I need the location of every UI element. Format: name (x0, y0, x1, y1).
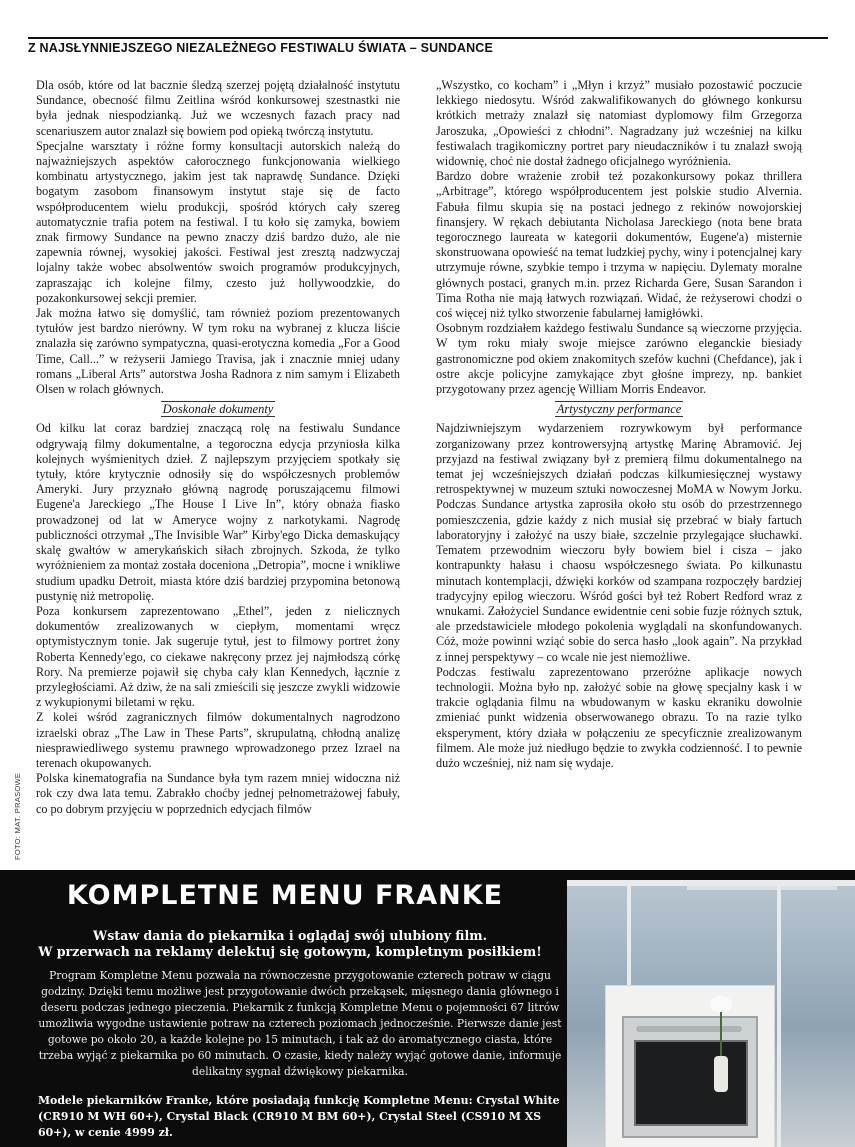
right-column (436, 78, 802, 771)
left-column (36, 78, 400, 817)
paragraph: Z kolei wśród zagranicznych filmów dokumentalnych nagrodzono izraelski obraz „The Law in These Parts”, skrupulatną, chłodną analizę niesprawiedliwego systemu prawnego wprowadzonego przez Izrael na terenach okupowanych. (36, 710, 400, 770)
photo-credit: FOTO: MAT. PRASOWE (13, 772, 22, 860)
paragraph: Specjalne warsztaty i różne formy konsultacji autorskich należą do najważniejszych aspektów całorocznego funkcjonowania wielkiego kombinatu artystycznego, jakim jest tak naprawdę Sundance. Dzięki bogatym zasobom finansowym instytut staje się de facto współproducentem wielu produkcji, spośród których cały szereg automatycznie trafia potem na festiwal. I tu koło się zamyka, bowiem znak firmowy Sundance na pewno znaczy dziś bardzo dużo, ale nie zapewnia równej, wysokiej jakości. Festiwal jest zresztą nadzwyczaj lojalny także wobec absolwentów swoich programów produkcyjnych, zapraszając ich kolejne filmy, czesto już hollywoodzkie, do pozakonkursowej sekcji premier. (36, 138, 400, 305)
paragraph: Polska kinematografia na Sundance była tym razem mniej widoczna niż rok czy dwa lata temu. Zabrakło choćby jednej pełnometrażowej fabuły, co po dobrym przyjęciu w poprzednich edycjach filmów (36, 771, 400, 816)
section-subhead (36, 402, 400, 417)
ad-body: Program Kompletne Menu pozwala na równoczesne przygotowanie czterech potraw w ciągu godziny. Dzięki temu możliwe jest przygotowanie dwóch przekąsek, mięsnego dania głównego i deseru podczas jednego pieczenia. Piekarnik z funkcją Kompletne Menu o pojemności 67 litrów umożliwia wygodne ustawienie potraw na czterech poziomach jednocześnie. Pierwsze danie jest gotowe po około 20, a każde kolejne po 15 minutach, i tak aż do aromatycznego ciasta, które trzeba wyjąć z piekarnika po 60 minutach. O czasie, kiedy należy wyjąć gotowe danie, informuje delikatny sygnał dźwiękowy piekarnika. (38, 969, 562, 1078)
paragraph: Jak można łatwo się domyślić, tam również poziom prezentowanych tytułów jest bardzo nierówny. W tym roku na wybranej z klucza liście znalazła się zarówno sympatyczna, quasi-erotyczna komedia „For a Good Time, Call...” w reżyserii Jamiego Travisa, jak i znacznie mniej udany romans „Liberal Arts” autorstwa Josha Radnora z nim samym i Elizabeth Olsen w rolach głównych. (36, 306, 400, 397)
subhead-text: Doskonałe dokumenty (162, 402, 274, 417)
oven (622, 1016, 758, 1138)
oven-photo (567, 880, 855, 1147)
advertisement (0, 870, 855, 1147)
ad-lead-line-2: W przerwach na reklamy delektuj się gotowym, kompletnym posiłkiem! (38, 944, 542, 959)
paragraph: Osobnym rozdziałem każdego festiwalu Sundance są wieczorne przyjęcia. W tym roku miały swoje miejsce zarówno eleganckie biesiady gastronomiczne pod okiem znakomitych szefów kuchni (Chefdance), jak i ostre akcje policyjne zamykające zbyt głośne imprezy, np. bankiet przygotowany przez agencję William Morris Endeavor. (436, 321, 802, 397)
paragraph: Najdziwniejszym wydarzeniem rozrywkowym był performance zorganizowany przez kontrowersyjną artystkę Marinę Abramović. Jej przyjazd na festiwal związany był z premierą filmu dokumentalnego na temat jej wcześniejszych działań podczas kilkumiesięcznej wystawy retrospektywnej w muzeum sztuki nowoczesnej MoMA w Nowym Jorku. Podczas Sundance artystka zaprosiła około stu osób do przestrzennego pomieszczenia, gdzie każdy z nich musiał się przebrać w biały fartuch laboratoryjny i założyć na uszy białe, szczelnie przylegające słuchawki. Tematem przewodnim wieczoru były bowiem biel i cisza – jako kontrapunkty hałasu i chaosu współczesnego świata. Po kilkunastu minutach kontemplacji, dźwięki korków od szampana rozpoczęły bardziej tradycyjny epilog wieczoru. Wśród gości był też Robert Redford wraz z wnukami. Założyciel Sundance ewidentnie ceni sobie fuzje różnych sztuk, ale przedstawiciele młodego pokolenia wyglądali na skonfundowanych. Cóż, może powinni wziąć sobie do serca hasło „look again”. Na przykład z innej perspektywy – co wcale nie jest niemożliwe. (436, 421, 802, 664)
paragraph: Dla osób, które od lat bacznie śledzą szerzej pojętą działalność instytutu Sundance, obecność filmu Zeitlina wśród konkursowej szestnastki nie była jednak niespodzianką. Już we wczesnych fazach pracy nad scenariuszem autor znalazł się bowiem pod opieką twórczą instytutu. (36, 78, 400, 138)
paragraph: Bardzo dobre wrażenie zrobił też pozakonkursowy pokaz thrillera „Arbitrage”, którego współproducentem jest polskie studio Alvernia. Fabuła filmu skupia się na postaci jednego z rekinów nowojorskiej finansjery. W rękach debiutanta Nicholasa Jareckiego (nota bene brata tegorocznego laureata w kategorii dokumentów, Eugene'a) misternie skonstruowana opowieść na temat ludzkiej pychy, winy i potencjalnej kary utrzymuje równe, szybkie tempo i trzyma w napięciu. Dylematy moralne głównych postaci, granych m.in. przez Richarda Gere, Susan Sarandon i Tima Rotha nie mają łatwych rozwiązań. Widać, że reżyserowi chodzi o coś więcej niż tylko stworzenie fabularnej łamigłówki. (436, 169, 802, 321)
window-frame (777, 880, 781, 1147)
oven-handle (636, 1026, 742, 1032)
vase (714, 1056, 728, 1092)
window-frame (567, 880, 855, 886)
paragraph: Poza konkursem zaprezentowano „Ethel”, jeden z nielicznych dokumentów zrealizowanych w ciepłym, momentami wręcz optymistycznym tonie. Jak sugeruje tytuł, jest to filmowy portret żony Roberta Kennedy'ego, co ciekawe nakręcony przez jej najmłodszą córkę Rory. Na premierze pojawił się chyba cały klan Kennedych, łącznie z przyległościami. Aż dziw, że na sali zmieścili się jeszcze zwykli widzowie z wykupionymi biletami w ręku. (36, 603, 400, 710)
ad-lead-line-1: Wstaw dania do piekarnika i oglądaj swój ulubiony film. (93, 928, 487, 943)
kitchen-cabinet (605, 985, 775, 1147)
section-subhead (436, 402, 802, 417)
running-head: Z NAJSŁYNNIEJSZEGO NIEZALEŻNEGO FESTIWALU ŚWIATA – SUNDANCE (28, 41, 494, 55)
ad-lead (0, 928, 580, 960)
ad-title: KOMPLETNE MENU FRANKE (66, 880, 504, 911)
paragraph: Od kilku lat coraz bardziej znaczącą rolę na festiwalu Sundance odgrywają filmy dokumentalne, a tegoroczna edycja przyniosła kilka kolejnych wyśmienitych dzieł. Z najlepszym przyjęciem spotkały się tytuły, które krytycznie odnosiły się do współczesnych problemów Ameryki. Jury przyznało główną nagrodę poruszającemu filmowi Eugene'a Jareckiego „The House I Live In”, który obnaża fiasko prowadzonej od lat w Ameryce wojny z narkotykami. Nagrodę publiczności otrzymał „The Invisible War” Kirby'ego Dicka demaskujący skalę gwałtów w amerykańskich siłach zbrojnych. Szkoda, że tylko wyróżnieniem za montaż została doceniona „Detropia”, mocne i wnikliwe studium upadku Detroit, miasta które dziś bardziej przypomina betonową pustynię niż metropolię. (36, 421, 400, 603)
oven-door (634, 1040, 748, 1126)
subhead-text: Artystyczny performance (556, 402, 682, 417)
flower (710, 996, 732, 1012)
paragraph: „Wszystko, co kocham” i „Młyn i krzyż” musiało pozostawić poczucie lekkiego niedosytu. Wśród zakwalifikowanych do głównego konkursu krótkich metraży znalazł się natomiast dyplomowy film Grzegorza Jaroszuka, „Opowieści z chłodni”. Nagradzany już wcześniej na kilku festiwalach tragikomiczny portret pary nieudaczników i tu znalazł swoją widownię, choć nie dostał żadnego oficjalnego wyróżnienia. (436, 78, 802, 169)
paragraph: Podczas festiwalu zaprezentowano przeróżne aplikacje nowych technologii. Można było np. założyć sobie na głowę specjalny kask i w trakcie oglądania filmu na wbudowanym w kasku ekraniku dowolnie zmieniać punkt widzenia obserwowanego obrazu. To na razie tylko eksperyment, który działa w połączeniu ze specyficznie zrealizowanym filmem. Ale może już niedługo będzie to zwykła codzienność. I to pewnie dużo wcześniej, niż nam się wydaje. (436, 664, 802, 770)
top-rule (28, 37, 828, 39)
flower-stem (720, 1006, 722, 1058)
ad-models: Modele piekarników Franke, które posiadają funkcję Kompletne Menu: Crystal White (CR910 M WH 60+), Crystal Black (CR910 M BM 60+), Crystal Steel (CS910 M XS 60+), w cenie 4999 zł. (38, 1094, 560, 1139)
